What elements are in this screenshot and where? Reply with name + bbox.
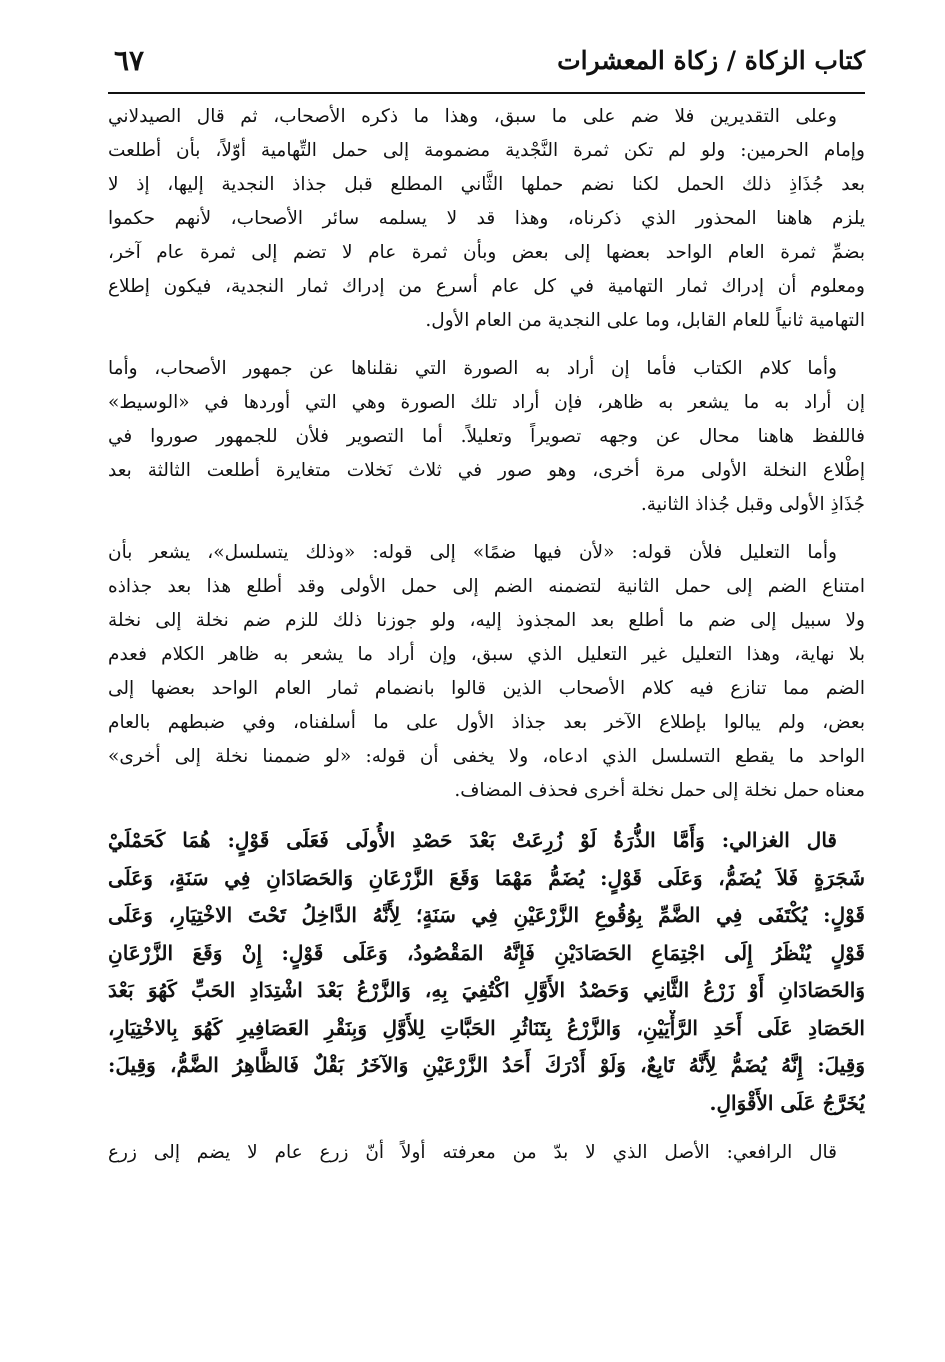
text-line: ولا سبيل إلى ضم ما أطلع بعد المجذوذ إليه، ولو جوزنا ذلك للزم ضم نخلة إلى نخلة <box>108 610 865 631</box>
text-line: بعد جُذَاذِ ذلك الحمل لكنا نضم حملها الثَّاني المطلع قبل جذاذ النجدية إليها، إذ لا <box>108 174 865 195</box>
text-line: إن أراد به ما يشعر به ظاهر، فإن أراد تلك الصورة وهي التي أوردها في «الوسيط» <box>108 392 865 413</box>
paragraph-gap <box>108 808 865 822</box>
text-line: قال الغزالي: وَأَمَّا الذُّرَةُ لَوْ زُرِعَتْ بَعْدَ حَصْدِ الأُولَى فَعَلَى قَوْلٍ: هُمَا كَحَمْلَيْ <box>108 828 837 852</box>
text-line: وإمام الحرمين: ولو لم تكن ثمرة النَّجْدية مضمومة إلى حمل التِّهامية أوّلاً، بأن أطلعت <box>108 140 865 161</box>
text-line: ومعلوم أن إدراك ثمار التهامية في كل عام أسرع من إدراك ثمار النجدية، فيكون إطلاع <box>108 276 865 297</box>
text-line: شَجَرَةٍ فَلاَ يُضَمُّ، وَعَلَى قَوْلٍ: يُضَمُّ مَهْمَا وَقَعَ الزَّرْعَانِ وَالحَصَادَانِ فِي سَنَةٍ، وَعَلَى <box>108 865 865 890</box>
text-line: قَوْلٍ: يُكْتَفَى فِي الضَّمِّ بِوُقُوعِ الزَّرْعَيْنِ فِي سَنَةٍ؛ لِأَنَّهُ الدَّاخِلُ تَحْتَ الاخْتِيَارِ، وَعَلَى <box>108 903 865 927</box>
text-line: الحَصَادِ عَلَى أَحَدِ الرَّأْيَيْنِ، وَالزَّرْعُ بِتَنَاثُرِ الحَبَّاتِ لِلأَوَّلِ وَبِنَقْرِ العَصَافِيرِ كَهُوَ بِالاخْتِيَارِ، <box>108 1015 865 1040</box>
text-line: فاللفظ هاهنا محال عن وجهه تصويراً وتعليلاً. أما التصوير فلأن للجمهور صوروا في <box>108 426 865 447</box>
text-line: وَالحَصَادَانِ أَوْ زَرْعُ الثَّانِي وَحَصْدُ الأَوَّلِ اكْتُفِيَ بِهِ، وَالزَّرْعُ بَعْدَ اشْتِدَادِ الحَبِّ كَهُوَ بَعْدَ <box>108 978 865 1002</box>
text-line: وأما التعليل فلأن قوله: «لأن فيها ضمًا» إلى قوله: «وذلك يتسلسل»، يشعر بأن <box>108 542 837 563</box>
paragraph-gap <box>108 522 865 536</box>
page-body <box>108 100 865 1170</box>
text-line: قال الرافعي: الأصل الذي لا بدّ من معرفته أولاً أنّ زرع عام لا يضم إلى زرع <box>108 1142 837 1163</box>
text-line: الضم مما تنازع فيه كلام الأصحاب الذين قالوا بانضمام ثمار العام الواحد بعضها إلى <box>108 678 865 699</box>
running-title: كتاب الزكاة / زكاة المعشرات <box>557 45 865 75</box>
text-line: إطْلاع النخلة الأولى مرة أخرى، وهو صور في ثلاث نَخلات متغايرة أطلعت الثالثة بعد <box>108 460 865 481</box>
paragraph-gap <box>108 1122 865 1136</box>
paragraph-3 <box>108 536 865 808</box>
text-line: وأما كلام الكتاب فأما إن أراد به الصورة التي نقلناها عن جمهور الأصحاب، وأما <box>108 358 837 379</box>
text-line: قَوْلٍ يُنْظَرُ إِلَى اجْتِمَاعِ الحَصَادَيْنِ فَإِنَّهُ المَقْصُودُ، وَعَلَى قَوْلٍ: إِنْ وَقَعَ الزَّرْعَانِ <box>108 940 865 965</box>
text-line: بضمِّ ثمرة العام الواحد بعضها إلى بعض وبأن ثمرة عام لا تضم إلى ثمرة عام آخر، <box>108 242 865 263</box>
page-number: ٦٧ <box>114 43 145 77</box>
text-line: الواحد ما يقطع التسلسل الذي ادعاه، ولا يخفى أن قوله: «لو ضممنا نخلة إلى أخرى» <box>108 746 865 767</box>
text-line: جُذَاذِ الأولى وقبل جُذاذ الثانية. <box>640 494 865 515</box>
text-line: بعض، ولم يبالوا بإطلاع الآخر بعد جذاذ الأول على ما أسلفناه، وفي ضبطهم بالعام <box>108 712 865 733</box>
paragraph-1 <box>108 100 865 338</box>
paragraph-4-ghazali-text <box>108 822 865 1122</box>
text-line: التهامية ثانياً للعام القابل، وما على النجدية من العام الأول. <box>425 310 865 331</box>
paragraph-2 <box>108 352 865 522</box>
text-line: امتناع الضم إلى حمل الثانية لتضمنه الضم إلى حمل الأولى وقد أطلع هذا بعد جذاذه <box>108 576 865 597</box>
text-line: يُخَرَّجُ عَلَى الأَقْوَالِ. <box>709 1090 865 1115</box>
text-line: وَقِيلَ: إِنَّهُ يُضَمُّ لِأَنَّهُ تَابِعٌ، وَلَوْ أَدْرَكَ أَحَدُ الزَّرْعَيْنِ وَالآخَرُ بَقْلٌ فَالظَّاهِرُ الضَّمُّ، وَقِيلَ: <box>108 1053 865 1077</box>
text-line: معناه حمل نخلة إلى حمل نخلة أخرى فحذف المضاف. <box>454 780 865 801</box>
text-line: وعلى التقديرين فلا ضم على ما سبق، وهذا ما ذكره الأصحاب، ثم قال الصيدلاني <box>108 106 837 127</box>
text-line: بلا نهاية، وهذا التعليل غير التعليل الذي سبق، وإن أراد ما يشعر به ظاهر الكلام فعدم <box>108 644 865 665</box>
paragraph-gap <box>108 338 865 352</box>
text-line: يلزم هاهنا المحذور الذي ذكرناه، وهذا قد لا يسلمه سائر الأصحاب، لأنهم حكموا <box>108 208 865 229</box>
page-header <box>108 34 865 86</box>
header-divider <box>108 92 865 94</box>
paragraph-5 <box>108 1136 865 1170</box>
